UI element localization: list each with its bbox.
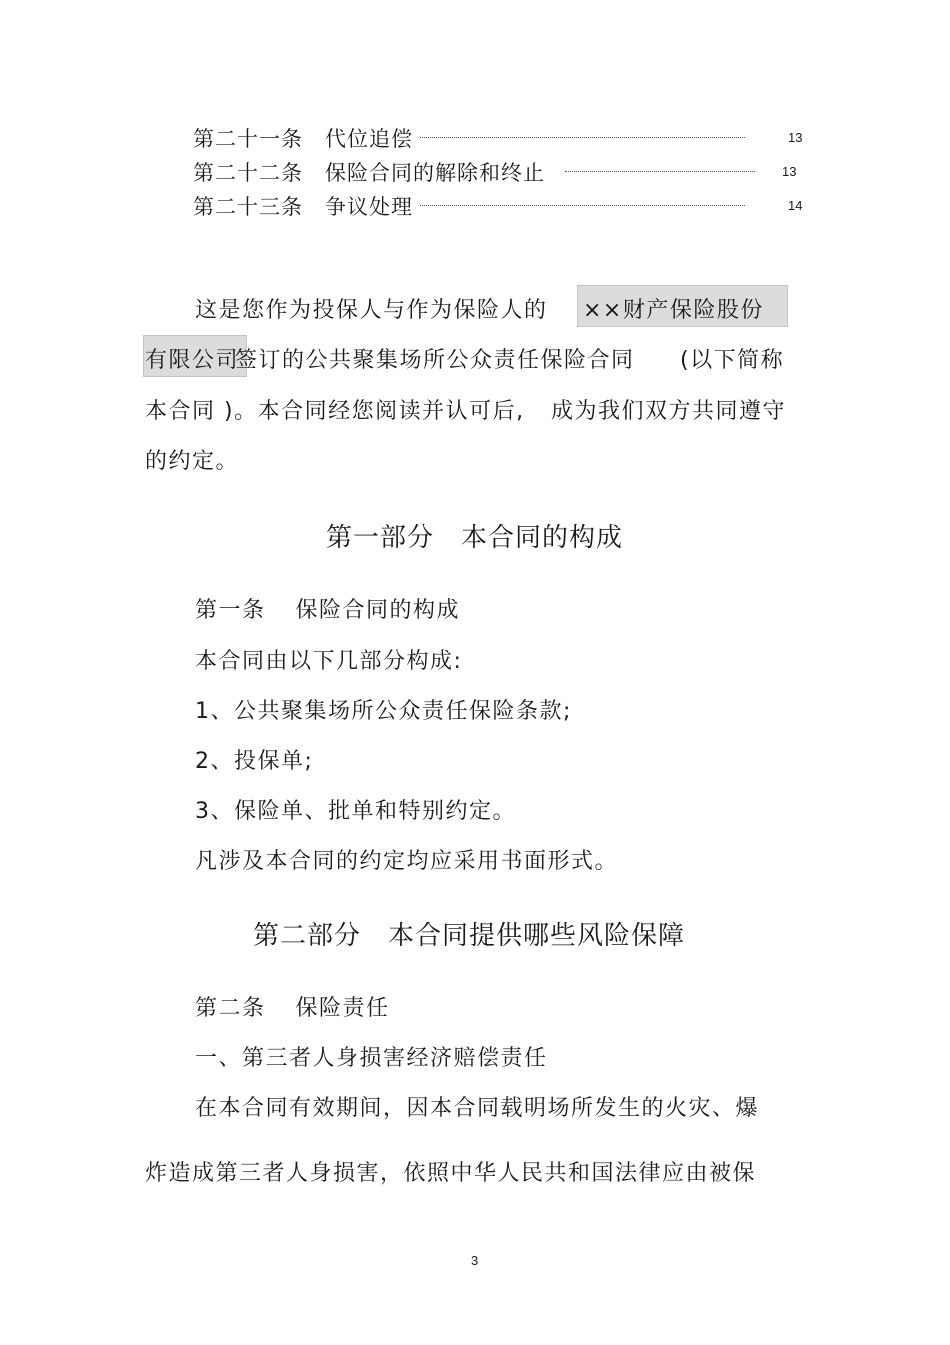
part1-heading: 第一部分 本合同的构成 bbox=[326, 523, 624, 553]
intro-line-2b: 签订的公共聚集场所公众责任保险合同 bbox=[235, 348, 635, 373]
toc-entry-title: 代位追偿 bbox=[325, 127, 413, 151]
intro-line-2c: (以下简称 bbox=[680, 348, 785, 373]
article-number: 第二条 bbox=[195, 996, 266, 1021]
intro-line-2a: 有限公司 bbox=[145, 348, 240, 373]
intro-line-1a: 这是您作为投保人与作为保险人的 bbox=[195, 298, 548, 323]
article-1-heading bbox=[195, 593, 460, 624]
toc-leader-dots bbox=[420, 137, 745, 138]
page-number: 3 bbox=[471, 1253, 479, 1268]
toc-entry-title: 保险合同的解除和终止 bbox=[325, 161, 545, 185]
toc-entry-number: 第二十三条 bbox=[193, 195, 303, 219]
part1-line: 凡涉及本合同的约定均应采用书面形式。 bbox=[195, 849, 619, 874]
toc-entry-21[interactable] bbox=[193, 123, 413, 153]
intro-line-4: 的约定。 bbox=[145, 449, 240, 474]
toc-page-number: 14 bbox=[788, 198, 803, 213]
intro-line-3a: 本合同 )。本合同经您阅读并认可后, bbox=[145, 399, 525, 424]
article-2-heading bbox=[195, 991, 390, 1022]
part1-line: 2、投保单; bbox=[195, 749, 314, 774]
part2-paragraph-line-1: 在本合同有效期间，因本合同载明场所发生的火灾、爆 bbox=[195, 1096, 760, 1121]
part2-subtitle: 一、第三者人身损害经济赔偿责任 bbox=[195, 1046, 548, 1071]
part1-line: 3、保险单、批单和特别约定。 bbox=[195, 799, 516, 824]
article-title: 保险责任 bbox=[295, 996, 390, 1021]
part1-line: 1、公共聚集场所公众责任保险条款; bbox=[195, 699, 572, 724]
toc-entry-23[interactable] bbox=[193, 191, 413, 221]
toc-entry-number: 第二十二条 bbox=[193, 161, 303, 185]
article-number: 第一条 bbox=[195, 598, 266, 623]
toc-page-number: 13 bbox=[782, 164, 797, 179]
part2-paragraph-line-2: 炸造成第三者人身损害，依照中华人民共和国法律应由被保 bbox=[145, 1161, 757, 1186]
toc-entry-22[interactable] bbox=[193, 157, 545, 187]
toc-leader-dots bbox=[565, 171, 755, 172]
intro-line-1b: ××财产保险股份 bbox=[583, 298, 764, 323]
part2-heading: 第二部分 本合同提供哪些风险保障 bbox=[253, 921, 686, 951]
toc-page-number: 13 bbox=[788, 130, 803, 145]
toc-entry-number: 第二十一条 bbox=[193, 127, 303, 151]
article-title: 保险合同的构成 bbox=[295, 598, 461, 623]
part1-line: 本合同由以下几部分构成: bbox=[195, 649, 463, 674]
toc-entry-title: 争议处理 bbox=[325, 195, 413, 219]
intro-line-3b: 成为我们双方共同遵守 bbox=[551, 399, 787, 424]
toc-leader-dots bbox=[420, 205, 745, 206]
